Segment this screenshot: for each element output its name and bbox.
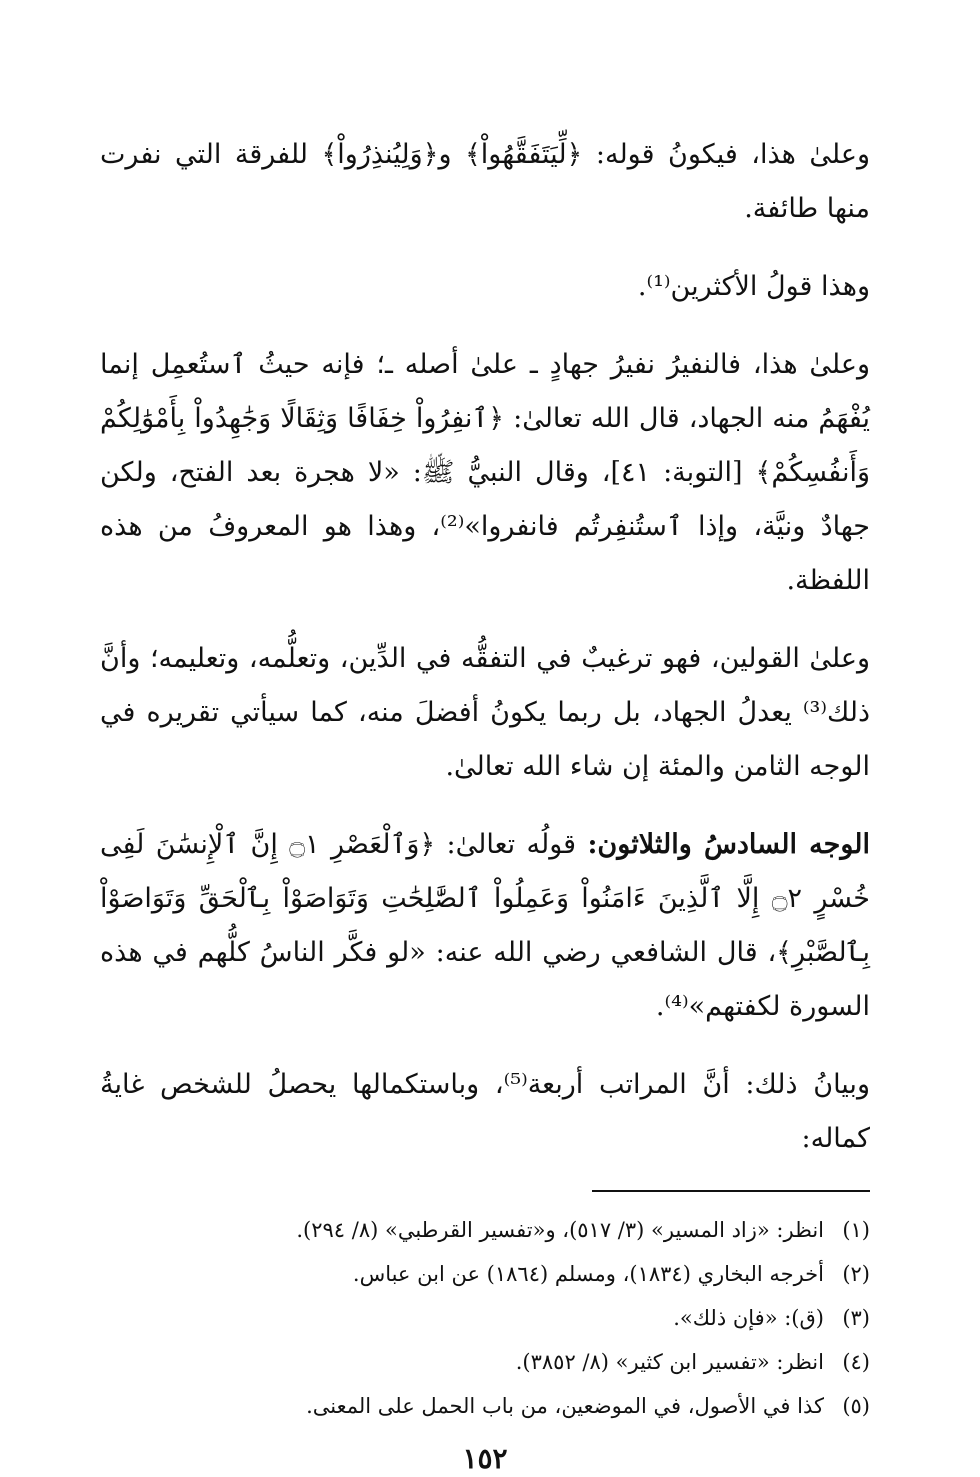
paragraph-6-text: وبيانُ ذلك: أنَّ المراتب أربعة⁽⁵⁾، وباستكمالها يحصلُ للشخص غايةُ كماله: [100,1069,870,1154]
paragraph-5-text: قولُه تعالىٰ: ﴿وَٱلْعَصْرِ ۝١ إِنَّ ٱلْإِنسَٰنَ لَفِى خُسْرٍ ۝٢ إِلَّا ٱلَّذِينَ ءَامَنُواْ وَعَمِلُواْ ٱلصَّٰلِحَٰتِ وَتَوَاصَوْاْ بِٱلْحَقِّ وَتَوَاصَوْاْ بِٱلصَّبْرِ﴾، قال الشافعي رضي الله عنه: «لو فكَّر الناسُ كلُّهم في هذه السورة لكفتهم»⁽⁴⁾. [100,829,870,1022]
footnote-number: (٢) [842,1262,870,1286]
footnote-text: (ق): «فإن ذلك». [673,1306,824,1330]
paragraph-4 [100,632,870,794]
footnote-number: (٣) [842,1306,870,1330]
footnote-number: (١) [842,1218,870,1242]
footnote-4 [100,1340,870,1384]
book-page [100,128,870,1477]
paragraph-2 [100,260,870,314]
footnote-number: (٥) [842,1394,870,1418]
paragraph-5 [100,818,870,1034]
footnote-text: أخرجه البخاري (١٨٣٤)، ومسلم (١٨٦٤) عن ابن عباس. [352,1262,824,1286]
paragraph-3 [100,338,870,608]
footnote-number: (٤) [842,1350,870,1374]
footnote-1 [100,1208,870,1252]
footnote-text: انظر: «تفسير ابن كثير» (٨/ ٣٨٥٢). [515,1350,824,1374]
paragraph-2-text: وهذا قولُ الأكثرين⁽¹⁾. [637,271,870,302]
footnote-5 [100,1384,870,1428]
footnote-separator [592,1190,870,1192]
footnote-3 [100,1296,870,1340]
footnotes [100,1208,870,1428]
footnote-text: انظر: «زاد المسير» (٣/ ٥١٧)، و«تفسير القرطبي» (٨/ ٢٩٤). [296,1218,824,1242]
paragraph-1-text: وعلىٰ هذا، فيكونُ قوله: ﴿لِّيَتَفَقَّهُواْ﴾ و﴿وَلِيُنذِرُواْ﴾ للفرقة التي نفرت منها طائفة. [100,139,870,224]
paragraph-1 [100,128,870,236]
paragraph-6 [100,1058,870,1166]
footnote-text: كذا في الأصول، في الموضعين، من باب الحمل على المعنى. [306,1394,824,1418]
page-number: ١٥٢ [462,1442,508,1475]
paragraph-5-lead: الوجه السادسُ والثلاثون: [587,829,871,860]
footnote-2 [100,1252,870,1296]
paragraph-3-text: وعلىٰ هذا، فالنفيرُ نفيرُ جهادٍ ـ علىٰ أصله ـ؛ فإنه حيثُ ٱستُعمِل إنما يُفْهَمُ منه الجهاد، قال الله تعالىٰ: ﴿ٱنفِرُواْ خِفَافًا وَثِقَالًا وَجَٰهِدُواْ بِأَمْوَٰلِكُمْ وَأَنفُسِكُمْ﴾ [التوبة: ٤١]، وقال النبيُّ ﷺ: «لا هجرة بعد الفتح، ولكن جهادٌ ونيَّة، وإذا ٱستُنفِرتُم فانفروا»⁽²⁾، وهذا هو المعروفُ من هذه اللفظة. [100,349,871,596]
main-text [100,128,870,1166]
paragraph-4-text: وعلىٰ القولين، فهو ترغيبٌ في التفقُّه في الدِّين، وتعلُّمه، وتعليمه؛ وأنَّ ذلك⁽³⁾ يعدلُ الجهاد، بل ربما يكونُ أفضلَ منه، كما سيأتي تقريره في الوجه الثامن والمئة إن شاء الله تعالىٰ. [100,643,870,782]
